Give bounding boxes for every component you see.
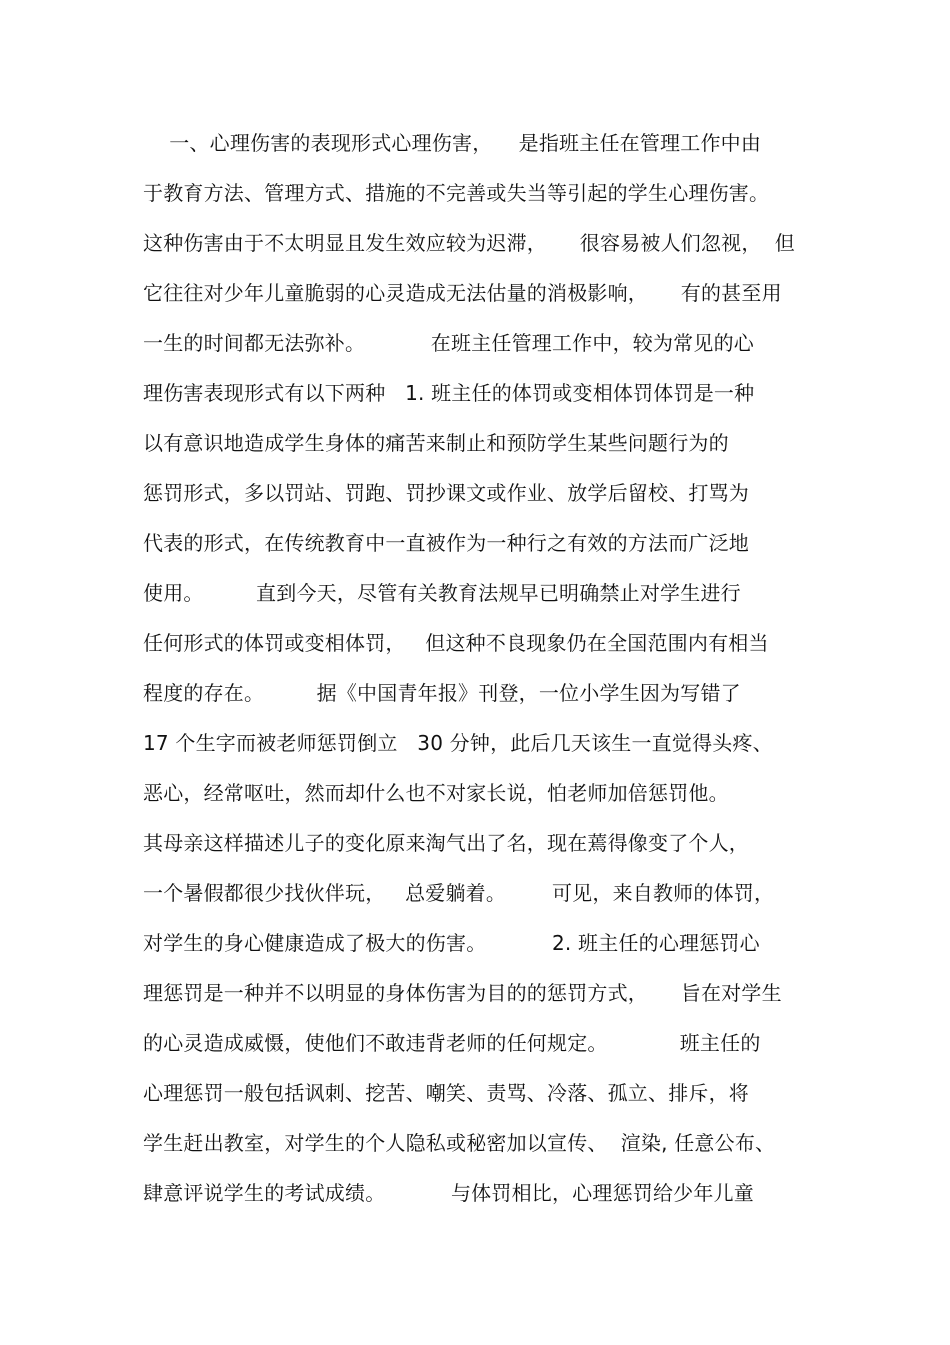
- text-line-8: 惩罚形式，多以罚站、罚跑、罚抄课文或作业、放学后留校、打骂为: [143, 481, 749, 505]
- body-text: [143, 118, 823, 1218]
- text-line-12: 程度的存在。 据《中国青年报》刊登，一位小学生因为写错了: [143, 681, 741, 705]
- text-line-5: 一生的时间都无法弥补。 在班主任管理工作中，较为常见的心: [143, 331, 754, 355]
- text-line-3: 这种伤害由于不太明显且发生效应较为迟滞， 很容易被人们忽视， 但: [143, 231, 795, 255]
- text-line-21: 学生赶出教室，对学生的个人隐私或秘密加以宣传、 渲染, 任意公布、: [143, 1131, 776, 1155]
- text-line-20: 心理惩罚一般包括讽刺、挖苦、嘲笑、责骂、冷落、孤立、排斥，将: [143, 1081, 749, 1105]
- text-line-15: 其母亲这样描述儿子的变化原来淘气出了名，现在蔫得像变了个人，: [143, 831, 749, 855]
- text-line-18: 理惩罚是一种并不以明显的身体伤害为目的的惩罚方式， 旨在对学生: [143, 981, 782, 1005]
- text-line-11: 任何形式的体罚或变相体罚， 但这种不良现象仍在全国范围内有相当: [143, 631, 769, 655]
- text-line-14: 恶心，经常呕吐，然而却什么也不对家长说，怕老师加倍惩罚他。: [143, 781, 729, 805]
- text-line-19: 的心灵造成威慑，使他们不敢违背老师的任何规定。 班主任的: [143, 1031, 761, 1055]
- text-line-4: 它往往对少年儿童脆弱的心灵造成无法估量的消极影响， 有的甚至用: [143, 281, 782, 305]
- text-line-22: 肆意评说学生的考试成绩。 与体罚相比，心理惩罚给少年儿童: [143, 1181, 754, 1205]
- text-line-6: 理伤害表现形式有以下两种 1. 班主任的体罚或变相体罚体罚是一种: [143, 381, 755, 405]
- text-line-2: 于教育方法、管理方式、措施的不完善或失当等引起的学生心理伤害。: [143, 181, 770, 205]
- text-line-7: 以有意识地造成学生身体的痛苦来制止和预防学生某些问题行为的: [143, 431, 729, 455]
- text-line-17: 对学生的身心健康造成了极大的伤害。 2. 班主任的心理惩罚心: [143, 931, 760, 955]
- text-line-9: 代表的形式，在传统教育中一直被作为一种行之有效的方法而广泛地: [143, 531, 749, 555]
- text-line-10: 使用。 直到今天，尽管有关教育法规早已明确禁止对学生进行: [143, 581, 741, 605]
- text-line-1: 一、心理伤害的表现形式心理伤害， 是指班主任在管理工作中由: [143, 131, 762, 155]
- text-line-13: 17 个生字而被老师惩罚倒立 30 分钟，此后几天该生一直觉得头疼、: [143, 731, 773, 755]
- text-line-16: 一个暑假都很少找伙伴玩， 总爱躺着。 可见，来自教师的体罚，: [143, 881, 775, 905]
